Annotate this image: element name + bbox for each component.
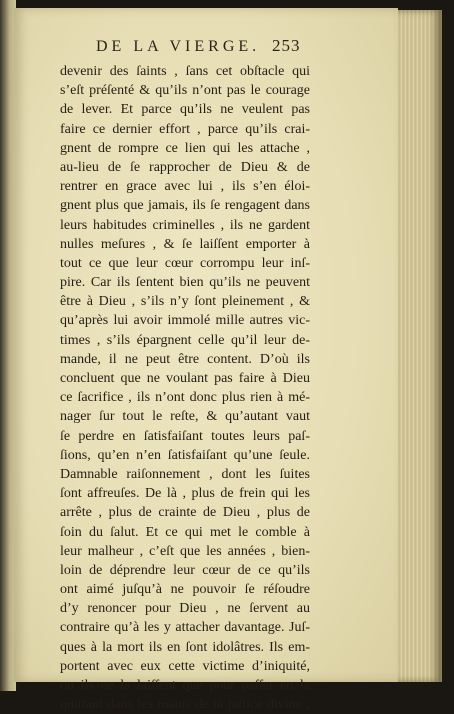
text-line: ce ſacrifice , ils n’ont donc plus rien à mé- [60, 390, 310, 406]
text-line: d’y renoncer pour Dieu , ne ſervent au [60, 601, 310, 617]
text-line: portent avec eux cette victime d’iniquité, [60, 658, 310, 674]
text-line: ont aimé juſqu’à ne pouvoir ſe réſoudre [60, 582, 310, 598]
text-line: Damnable raiſonnement , dont les ſuites [60, 466, 310, 482]
text-line: être à Dieu , s’ils n’y ſont pleinement , & [60, 294, 310, 310]
text-line: quittant dans les mains de la juſtice divine , [60, 697, 310, 713]
text-line: tout ce que leur cœur corrompu leur inſ- [60, 255, 310, 271]
text-line: loin de déprendre leur cœur de ce qu’ils [60, 562, 310, 578]
text-line: mande, il ne peut être content. D’où ils [60, 351, 310, 367]
text-line: times , s’ils épargnent celle qu’il leur de- [60, 332, 310, 348]
text-line: leur malheur , c’eſt que les années , bien- [60, 543, 310, 559]
page-fore-edge [396, 10, 442, 682]
text-line: gnent de rompre ce lien qui les attache , [60, 140, 310, 156]
text-line: ſoin du ſalut. Et ce qui met le comble à [60, 524, 310, 540]
text-line: s’eſt préſenté & qu’ils n’ont pas le courage [60, 83, 310, 99]
text-line: nulles meſures , & ſe laiſſent emporter à [60, 236, 310, 252]
text-line: devenir des ſaints , ſans cet obſtacle qui [60, 64, 310, 79]
text-line: de lever. Et parce qu’ils ne veulent pas [60, 102, 310, 118]
text-line: nager ſur tout le reſte, & qu’autant vaut [60, 409, 310, 425]
text-line: contraire qu’à les y attacher davantage. Juſ- [60, 620, 310, 636]
text-line: faire ce dernier effort , parce qu’ils crai- [60, 121, 310, 137]
text-line: leurs habitudes criminelles , ils ne gardent [60, 217, 310, 233]
text-line: concluent que ne voulant pas faire à Dieu [60, 371, 310, 386]
text-line: rentrer en grace avec lui , ils s’en éloi- [60, 179, 310, 195]
text-line: ſions, qu’en n’en ſatisfaiſant qu’une ſeule. [60, 447, 310, 463]
body-text [60, 62, 310, 714]
text-line: ques à la mort ils en ſont idolâtres. Ils em- [60, 639, 310, 655]
text-line: arrête , plus de crainte de Dieu , plus de [60, 505, 310, 521]
text-line: qu’après lui avoir immolé mille autres vic- [60, 313, 310, 329]
text-line: au-lieu de ſe rapprocher de Dieu & de [60, 159, 310, 175]
text-line: ſe perdre en ſatisfaiſant toutes leurs paſ- [60, 428, 310, 444]
text-line: ou ils ne la laiſſent que pour paſſer en la [60, 678, 310, 693]
text-line: pire. Car ils ſentent bien qu’ils ne peuvent [60, 275, 310, 291]
running-title: DE LA VIERGE. [96, 38, 261, 55]
page-number: 253 [272, 36, 301, 55]
text-line: gnent plus que jamais, ils ſe rengagent dans [60, 198, 310, 214]
text-line: ſont affreuſes. De là , plus de frein qui les [60, 486, 310, 502]
